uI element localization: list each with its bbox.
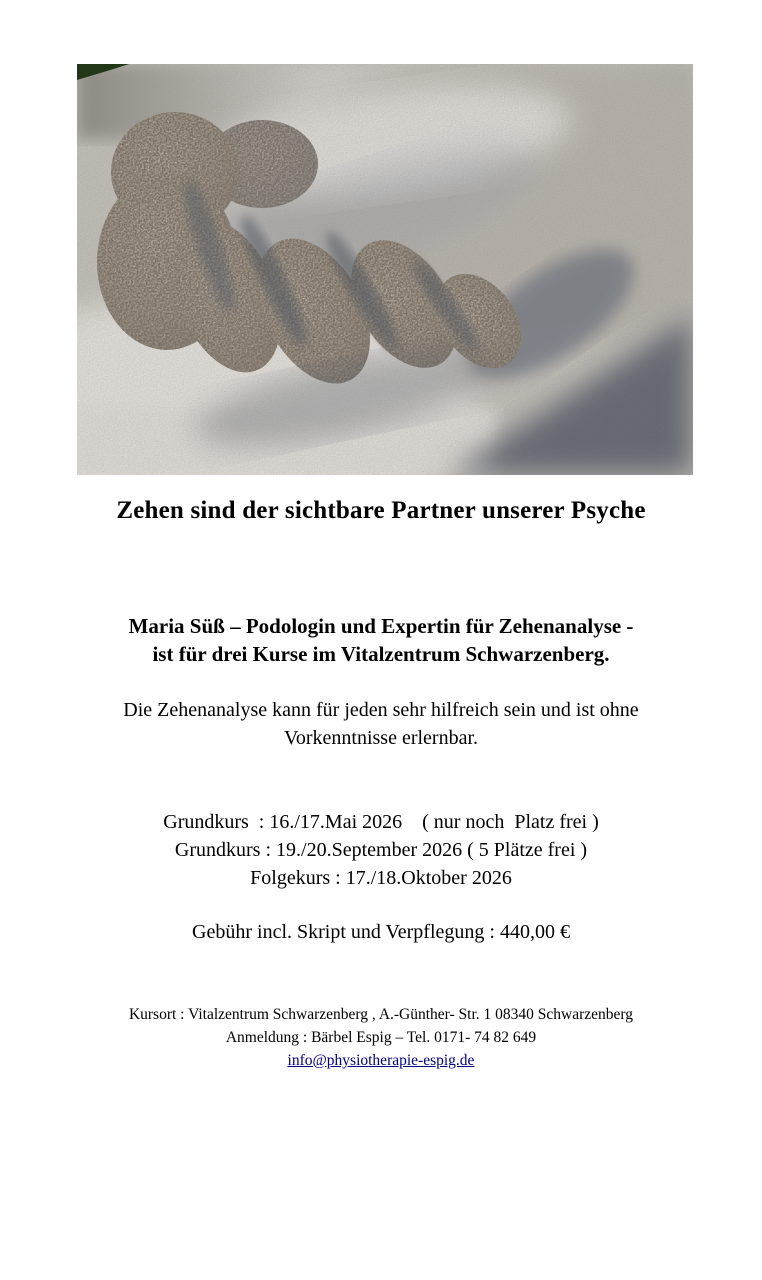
contact-email-row [0,1049,762,1072]
course-item-grundkurs-september: Grundkurs : 19./20.September 2026 ( 5 Plätze frei ) [174,839,588,861]
fee-text: Gebühr incl. Skript und Verpflegung : 440,00 € [192,921,570,943]
description-text [0,696,762,752]
contact-block [0,1003,762,1072]
contact-location: Kursort : Vitalzentrum Schwarzenberg , A.-Günther- Str. 1 08340 Schwarzenberg [128,1006,634,1023]
course-item-folgekurs-oktober: Folgekurs : 17./18.Oktober 2026 [250,867,512,889]
foot-sculpture-illustration [77,64,693,475]
contact-registration: Anmeldung : Bärbel Espig – Tel. 0171- 74 82 649 [225,1029,537,1046]
description-line-1: Die Zehenanalyse kann für jeden sehr hilfreich sein und ist ohne [123,699,639,721]
course-list [0,808,762,892]
intro-line-1: Maria Süß – Podologin und Expertin für Zehenanalyse - [128,614,634,638]
foot-sculpture-photo [77,64,693,475]
email-link[interactable]: info@physiotherapie-espig.de [287,1052,475,1069]
page-title: Zehen sind der sichtbare Partner unserer Psyche [116,497,646,524]
intro-line-2: ist für drei Kurse im Vitalzentrum Schwarzenberg. [152,642,610,666]
intro-text [0,612,762,668]
course-item-grundkurs-mai: Grundkurs : 16./17.Mai 2026 ( nur noch Platz frei ) [163,811,599,833]
description-line-2: Vorkenntnisse erlernbar. [283,727,479,749]
